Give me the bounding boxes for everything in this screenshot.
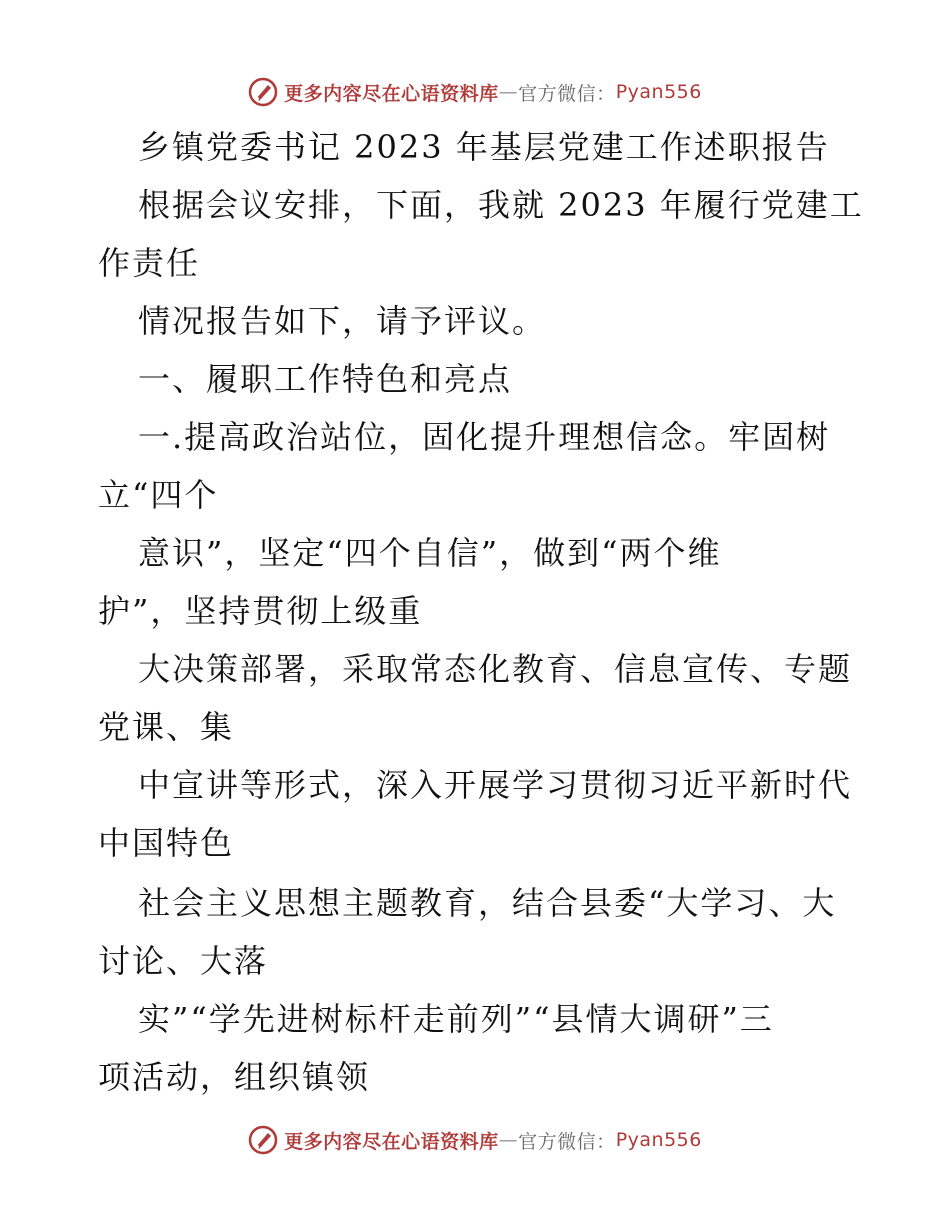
pen-logo-icon xyxy=(248,77,278,107)
pen-logo-icon xyxy=(248,1125,278,1155)
watermark-footer xyxy=(0,1120,950,1160)
watermark-dash: — xyxy=(498,1129,519,1151)
paragraph-line: 大决策部署，采取常态化教育、信息宣传、专题 xyxy=(138,650,853,688)
watermark-label: 官方微信： xyxy=(518,1130,616,1153)
watermark-main-text: 更多内容尽在心语资料库 xyxy=(284,82,499,105)
paragraph-line: 立“四个 xyxy=(98,476,219,514)
paragraph-line: 中宣讲等形式，深入开展学习贯彻习近平新时代 xyxy=(138,766,853,804)
watermark-header xyxy=(0,72,950,112)
paragraph-line: 意识”，坚定“四个自信”，做到“两个维 xyxy=(138,534,722,572)
paragraph-line: 根据会议安排，下面，我就 2023 年履行党建工 xyxy=(138,186,864,224)
paragraph-line: 项活动，组织镇领 xyxy=(98,1058,371,1096)
paragraph-line: 讨论、大落 xyxy=(98,942,269,980)
section-heading: 一、履职工作特色和亮点 xyxy=(138,360,513,398)
paragraph-line: 作责任 xyxy=(98,244,201,282)
paragraph-line: 情况报告如下，请予评议。 xyxy=(138,302,547,340)
paragraph-line: 党课、集 xyxy=(98,708,235,746)
paragraph-line: 社会主义思想主题教育，结合县委“大学习、大 xyxy=(138,884,837,922)
watermark-id: Pyan556 xyxy=(615,1129,702,1151)
watermark-main-text: 更多内容尽在心语资料库 xyxy=(284,1130,499,1153)
paragraph-line: 一.提高政治站位，固化提升理想信念。牢固树 xyxy=(138,418,831,456)
watermark-label: 官方微信： xyxy=(518,82,616,105)
paragraph-line: 实”“学先进树标杆走前列”“县情大调研”三 xyxy=(138,1000,774,1038)
paragraph-line: 护”，坚持贯彻上级重 xyxy=(98,592,423,630)
watermark-dash: — xyxy=(498,81,519,103)
document-title: 乡镇党委书记 2023 年基层党建工作述职报告 xyxy=(138,128,830,166)
watermark-id: Pyan556 xyxy=(615,81,702,103)
paragraph-line: 中国特色 xyxy=(98,824,235,862)
